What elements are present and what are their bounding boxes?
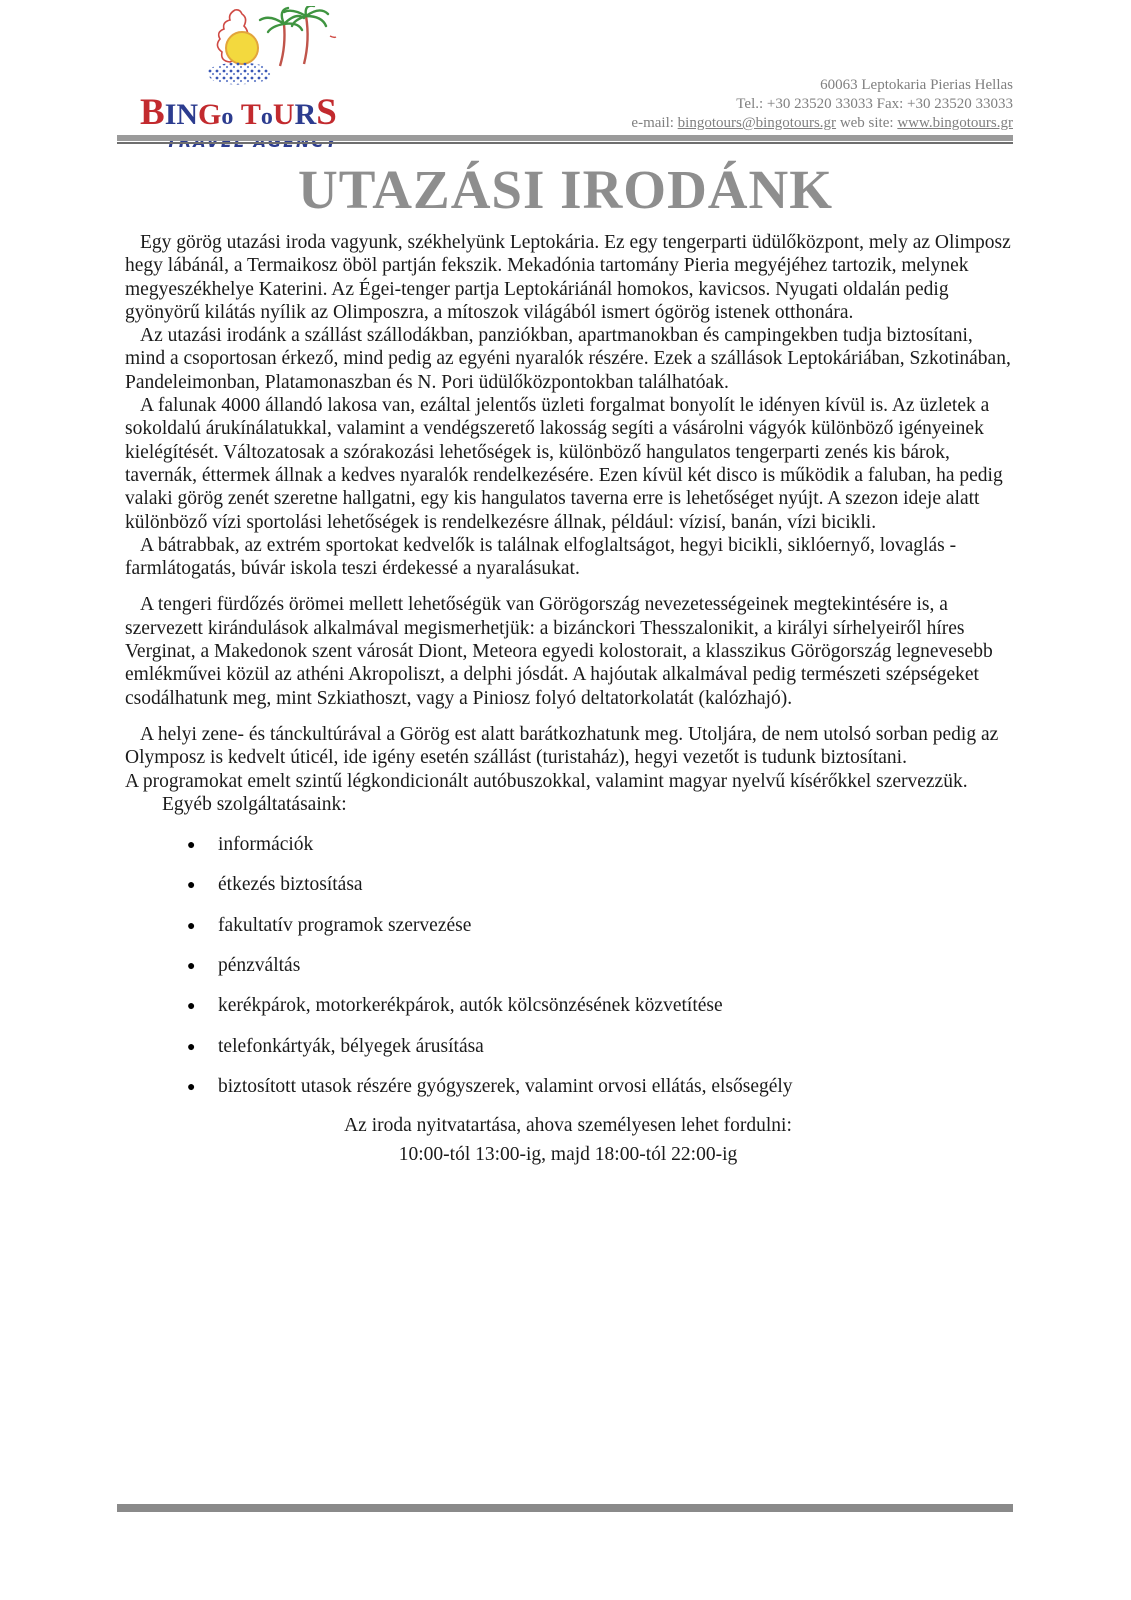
body-paragraph: A programokat emelt szintű légkondicionált autóbuszokkal, valamint magyar nyelvű kísérőkkel szervezzük. xyxy=(125,770,968,792)
bullet-icon: ● xyxy=(187,838,196,854)
opening-hours-line1: Az iroda nyitvatartása, ahova személyesen lehet fordulni: xyxy=(344,1115,792,1137)
list-item xyxy=(125,1075,1011,1098)
list-item-text: étkezés biztosítása xyxy=(218,874,363,896)
body-paragraph: A tengeri fürdőzés örömei mellett lehetőségük van Görögország nevezetességeinek megtekintésére is, a szervezett kirándulások alkalmával megismerhetjük: a bizánckori Thesszalonikit, a királyi sírhelyeiről híres Verginat, a Makedonok szent városát Diont, Meteora egyedi kolostorait, a klasszikus Görögország legnevesebb emlékművei közül az athéni Akropoliszt, a delphi jósdát. A hajóutak alkalmával pedig természeti szépségeket csodálhatunk meg, mint Szkiathoszt, vagy a Piniosz folyó deltatorkolatát (kalózhajó). xyxy=(125,594,993,709)
document-body xyxy=(0,221,1131,1169)
brand-letter: N xyxy=(176,98,199,131)
list-item-text: biztosított utasok részére gyógyszerek, valamint orvosi ellátás, elsősegély xyxy=(218,1075,793,1097)
brand-letter: I xyxy=(164,98,177,131)
bullet-icon: ● xyxy=(187,999,196,1015)
footer-rule xyxy=(117,1504,1013,1512)
header xyxy=(0,0,1131,150)
contact-address: 60063 Leptokaria Pierias Hellas xyxy=(820,77,1013,93)
body-paragraph: A bátrabbak, az extrém sportokat kedvelők is találnak elfoglaltságot, hegyi bicikli, siklóernyő, lovaglás - farmlátogatás, búvár iskola teszi érdekessé a nyaralásukat. xyxy=(125,534,957,580)
services-list xyxy=(125,833,1011,1098)
list-item xyxy=(125,873,1011,896)
opening-hours xyxy=(125,1111,1011,1169)
website-label: web site: xyxy=(836,115,898,131)
brand-letter: G xyxy=(198,98,222,131)
email-link[interactable]: bingotours@bingotours.gr xyxy=(677,115,837,131)
list-item xyxy=(125,1035,1011,1058)
brand-letter: U xyxy=(272,98,295,131)
bullet-icon: ● xyxy=(187,1079,196,1095)
body-paragraph: A falunak 4000 állandó lakosa van, ezáltal jelentős üzleti forgalmat bonyolít le idényen kívül is. Az üzletek a sokoldalú árukínálatukkal, valamint a vendégszerető lakosság segíti a vásárolni vágyók különböző igényeinek kielégítését. Változatosak a szórakozási lehetőségek is, különböző hangulatos tengerparti zenés kis bárok, tavernák, éttermek állnak a kedves nyaralók rendelkezésére. Ezen kívül két disco is működik a faluban, ha pedig valaki görög zenét szeretne hallgatni, egy kis hangulatos taverna erre is lehetőséget nyújt. A szezon ideje alatt különböző vízi sportolási lehetőségek is rendelkezésre állnak, például: vízisí, banán, vízi bicikli. xyxy=(125,395,1003,533)
bullet-icon: ● xyxy=(187,918,196,934)
list-item-text: információk xyxy=(218,834,314,856)
list-item-text: pénzváltás xyxy=(218,955,301,977)
contact-tel-fax: Tel.: +30 23520 33033 Fax: +30 23520 33033 xyxy=(736,96,1013,112)
bingo-tours-logo xyxy=(140,6,370,151)
brand-letter: R xyxy=(294,98,317,131)
bullet-icon: ● xyxy=(187,1039,196,1055)
body-paragraph: A helyi zene- és tánckultúrával a Görög est alatt barátkozhatunk meg. Utoljára, de nem utolsó sorban pedig az Olymposz is kedvelt úticél, ide igény esetén szállást (turistaház), hegyi vezetőt is tudunk biztosítani. xyxy=(125,723,999,769)
brand-wordmark xyxy=(140,94,370,131)
beach-sketch-icon xyxy=(180,6,340,98)
list-item xyxy=(125,833,1011,856)
body-paragraph: Az utazási irodánk a szállást szállodákban, panziókban, apartmanokban és campingekben tudja biztosítani, mind a csoportosan érkező, mind pedig az egyéni nyaralók részére. Ezek a szállások Leptokáriában, Szkotinában, Pandeleimonban, Platamonaszban és N. Pori üdülőközpontokban találhatóak. xyxy=(125,325,1011,393)
brand-letter: o xyxy=(260,104,273,130)
bullet-icon: ● xyxy=(187,878,196,894)
services-intro: Egyéb szolgáltatásaink: xyxy=(162,793,347,815)
website-link[interactable]: www.bingotours.gr xyxy=(897,115,1013,131)
list-item-text: kerékpárok, motorkerékpárok, autók kölcsönzésének közvetítése xyxy=(218,995,723,1017)
opening-hours-line2: 10:00-tól 13:00-ig, majd 18:00-tól 22:00-ig xyxy=(398,1144,738,1166)
contact-block xyxy=(631,76,1013,133)
brand-letter: T xyxy=(240,98,261,131)
page-title: UTAZÁSI IRODÁNK xyxy=(297,159,834,220)
list-item xyxy=(125,914,1011,937)
brand-letter: S xyxy=(316,92,337,133)
list-item-text: telefonkártyák, bélyegek árusítása xyxy=(218,1035,484,1057)
list-item-text: fakultatív programok szervezése xyxy=(218,914,472,936)
contact-links xyxy=(631,114,1013,133)
bullet-icon: ● xyxy=(187,959,196,975)
brand-letter: B xyxy=(140,92,165,133)
header-rule xyxy=(117,135,1013,144)
brand-letter: o xyxy=(221,104,234,130)
list-item xyxy=(125,994,1011,1017)
email-label: e-mail: xyxy=(631,115,678,131)
list-item xyxy=(125,954,1011,977)
body-paragraph: Egy görög utazási iroda vagyunk, székhelyünk Leptokária. Ez egy tengerparti üdülőközpont, mely az Olimposz hegy lábánál, a Termaikosz öböl partján fekszik. Mekadónia tartomány Pieria megyéjéhez tartozik, melynek megyeszékhelye Katerini. Az Égei-tenger partja Leptokáriánál homokos, kavicsos. Nyugati oldalán pedig gyönyörű kilátás nyílik az Olimposzra, a mítoszok világából ismert ógörög istenek otthonára. xyxy=(125,232,1011,323)
